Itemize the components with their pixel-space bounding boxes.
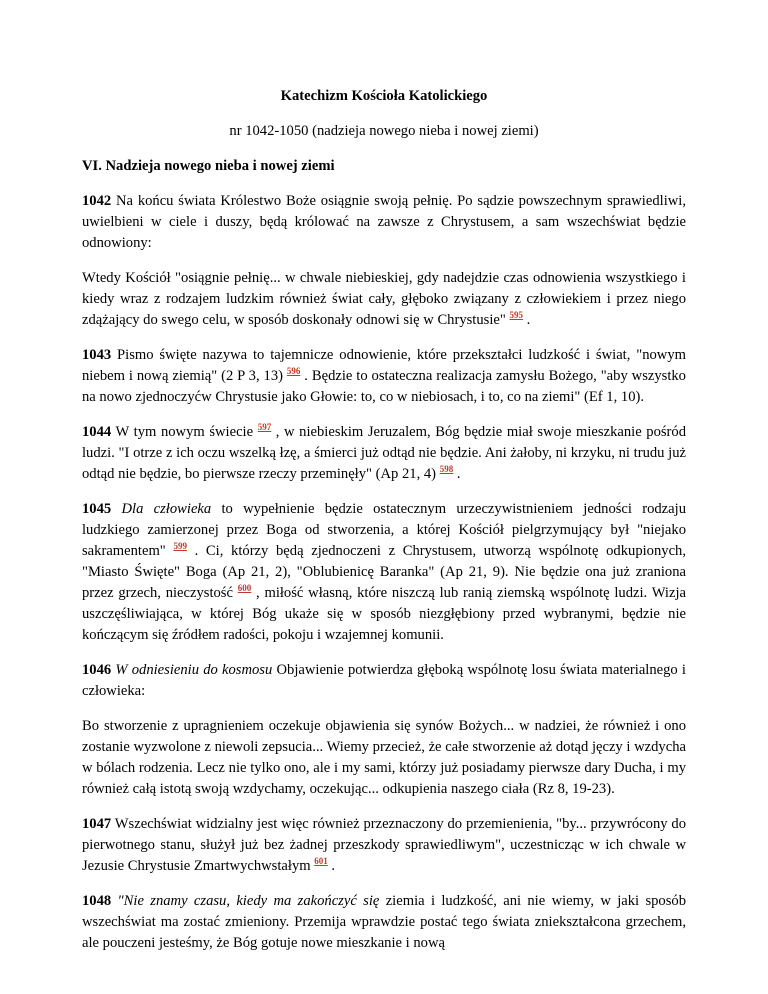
paragraph-text: to wypełnienie będzie ostatecznym urzeczywistnieniem jedności rodzaju ludzkiego zamierzonej przez Boga od stworzenia, a której Kościół pielgrzymujący był "niejako sakramentem" [82,501,686,559]
paragraph-number: 1044 [82,424,112,440]
paragraph-number: 1045 [82,501,112,517]
paragraph-1046 [82,660,686,702]
paragraph-text-cont: . Ci, którzy będą zjednoczeni z Chrystusem, utworzą wspólnotę odkupionych, "Miasto Święte" Boga (Ap 21, 2), "Oblubienicę Baranka" (Ap 21, 9). Nie będzie ona już zraniona przez grzech, nieczystość [82,543,686,601]
paragraph-italic-lead: Dla człowieka [111,501,212,517]
paragraph-number: 1047 [82,816,112,832]
footnote-link-595[interactable]: 595 [509,310,523,320]
paragraph-tail: . [453,466,461,482]
quote-paragraph-romans: Bo stworzenie z upragnieniem oczekuje objawienia się synów Bożych... w nadziei, że również i ono zostanie wyzwolone z niewoli zepsucia... Wiemy przecież, że całe stworzenie aż dotąd jęczy i wzdycha w bólach rodzenia. Lecz nie tylko ono, ale i my sami, którzy już posiadamy pierwsze dary Ducha, i my również całą istotą swoją wzdychamy, oczekując... odkupienia naszego ciała (Rz 8, 19-23). [82,718,686,797]
paragraph-number: 1048 [82,893,112,909]
document-subtitle: nr 1042-1050 (nadzieja nowego nieba i nowej ziemi) [229,123,539,139]
paragraph-1044 [82,422,686,485]
paragraph-text-cont: . Będzie to ostateczna realizacja zamysłu Bożego, "aby wszystko na nowo zjednoczyćw Chrystusie jako Głowie: to, co w niebiosach, i to, co na ziemi" (Ef 1, 10). [82,368,686,405]
paragraph-tail: , miłość własną, które niszczą lub ranią ziemską wspólnotę ludzi. Wizja uszczęśliwiająca, w której Bóg ukaże się w sposób niezgłębiony przed wybranymi, będzie nie kończącym się źródłem radości, pokoju i wzajemnej komunii. [82,585,686,643]
paragraph-italic-lead: W odniesieniu do kosmosu [111,662,273,678]
paragraph-number: 1042 [82,193,112,209]
quote-text: Wtedy Kościół "osiągnie pełnię... w chwale niebieskiej, gdy nadejdzie czas odnowienia wszystkiego i kiedy wraz z rodzajem ludzkim również świat cały, głęboko związany z człowiekiem i przez niego zdążający do swego celu, w sposób doskonały odnowi się w Chrystusie" [82,270,686,328]
footnote-link-601[interactable]: 601 [314,856,328,866]
paragraph-1047 [82,814,686,877]
footnote-link-600[interactable]: 600 [237,583,252,593]
document-body [82,191,686,968]
paragraph-tail: . [327,858,336,874]
paragraph-number: 1046 [82,662,112,678]
paragraph-text: Objawienie potwierdza głęboką wspólnotę losu świata materialnego i człowieka: [82,662,686,699]
footnote-link-598[interactable]: 598 [439,464,454,474]
quote-paragraph [82,268,686,331]
footnote-link-597[interactable]: 597 [257,422,272,432]
footnote-link-599[interactable]: 599 [173,541,187,551]
paragraph-text: Pismo święte nazywa to tajemnicze odnowienie, które przekształci ludzkość i świat, "nowym niebem i nową ziemią" (2 P 3, 13) [82,347,686,384]
paragraph-italic-lead: "Nie znamy czasu, kiedy ma zakończyć się [111,893,380,909]
paragraph-1045 [82,499,686,646]
paragraph-1048 [82,891,686,954]
paragraph-1043 [82,345,686,408]
paragraph-1042 [82,191,686,254]
section-heading: VI. Nadzieja nowego nieba i nowej ziemi [82,158,335,174]
paragraph-text-cont: , w niebieskim Jeruzalem, Bóg będzie miał swoje mieszkanie pośród ludzi. "I otrze z ich oczu wszelką łzę, a śmierci już odtąd nie będzie. Ani żałoby, ni krzyku, ni trudu już odtąd nie będzie, bo pierwsze rzeczy przeminęły" (Ap 21, 4) [82,424,686,482]
paragraph-text: W tym nowym świecie [111,424,258,440]
paragraph-text: ziemia i ludzkość, ani nie wiemy, w jaki sposób wszechświat ma zostać zmieniony. Przemija wprawdzie postać tego świata zniekształcona grzechem, ale pouczeni jesteśmy, że Bóg gotuje nowe mieszkanie i nową [82,893,686,951]
paragraph-number: 1043 [82,347,112,363]
document-title: Katechizm Kościoła Katolickiego [280,88,488,104]
paragraph-text: Wszechświat widzialny jest więc również przeznaczony do przemienienia, "by... przywrócony do pierwotnego stanu, służył już bez żadnej przeszkody sprawiedliwym", uczestnicząc w ich chwale w Jezusie Chrystusie Zmartwychwstałym [82,816,686,874]
paragraph-text: Na końcu świata Królestwo Boże osiągnie swoją pełnię. Po sądzie powszechnym sprawiedliwi, uwielbieni w ciele i duszy, będą królować na zawsze z Chrystusem, a sam wszechświat będzie odnowiony: [82,193,686,251]
footnote-link-596[interactable]: 596 [286,366,301,376]
quote-tail: . [522,312,531,328]
